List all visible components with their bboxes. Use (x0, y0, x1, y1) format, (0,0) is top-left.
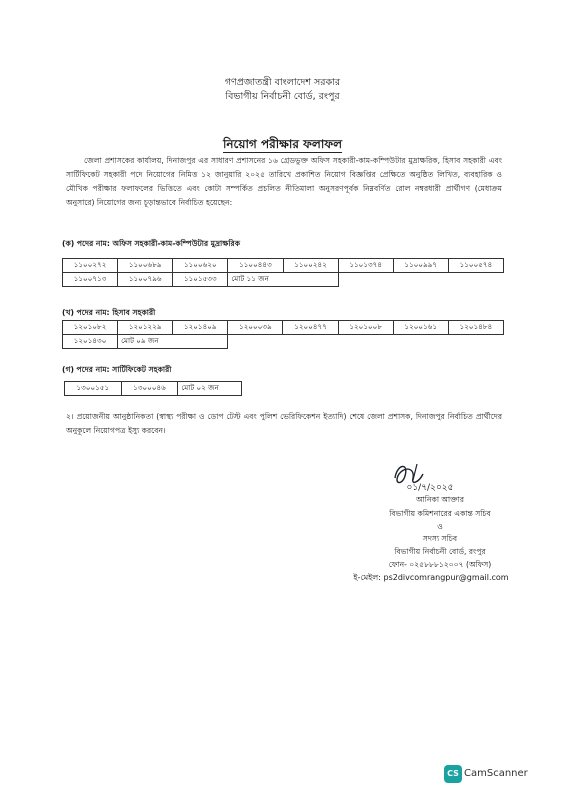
camscanner-watermark: CamScanner (464, 768, 528, 779)
roll-cell: ১২০১৪৩০ (63, 335, 118, 349)
signatory-office: বিভাগীয় নির্বাচনী বোর্ড, রংপুর (394, 547, 486, 556)
roll-cell: ১৩০০০৪৬ (121, 382, 178, 396)
roll-cell: ১১০০৪৪৩ (228, 259, 283, 273)
roll-cell: ১১০০৬৮৯ (118, 259, 173, 273)
roll-cell: ১২০১০৮২ (63, 321, 118, 335)
note-paragraph: ২। প্রয়োজনীয় আনুষ্ঠানিকতা (স্বাস্থ্য পরীক্ষা ও ডোপ টেস্ট এবং পুলিশ ভেরিফিকেশন ইত্যাদি) শেষে জেলা প্রশাসক, দিনাজপুর নির্বাচিত প্রার্থীদের অনুকূলে নিয়োগপত্র ইস্যু করবেন। (66, 412, 502, 435)
roll-cell: ১১০০২৪২ (283, 259, 338, 273)
office-phone: ফোন- ০২৫৮৮৮১২০০৭ (অফিস) (388, 560, 492, 569)
total-count: মোট ০৯ জন (118, 335, 228, 349)
conjunction-text: ও (437, 522, 443, 531)
table-row (63, 321, 504, 335)
table-row (65, 382, 242, 396)
roll-cell: ১১০১৩৭৪ (338, 259, 393, 273)
roll-cell: ১১০০৭১৩ (63, 273, 118, 287)
signatory-designation: বিভাগীয় কমিশনারের একান্ত সচিব (389, 509, 491, 518)
roll-cell: ১১০০৭৯৬ (118, 273, 173, 287)
roll-cell: ১২০০১৬১ (393, 321, 448, 335)
signatory-role: সদস্য সচিব (422, 534, 458, 543)
roll-cell: ১২০১২২৯ (118, 321, 173, 335)
section-a-table (62, 258, 504, 287)
section-c-label: (গ) পদের নাম: সার্টিফিকেট সহকারী (62, 365, 172, 374)
roll-cell: ১১০০২৭২ (63, 259, 118, 273)
camscanner-logo-icon: CS (444, 765, 462, 783)
intro-paragraph: জেলা প্রশাসকের কার্যালয়, দিনাজপুর এর সাধারণ প্রশাসনের ১৬ গ্রেডভুক্ত অফিস সহকারী-কাম-কম্পিউটার মুদ্রাক্ষরিক, হিসাব সহকারী এবং সার্টিফিকেট সহকারী পদে নিয়োগের নিমিত্ত ১২ জানুয়ারি ২০২৫ তারিখে প্রকাশিত নিয়োগ বিজ্ঞপ্তির প্রেক্ষিতে অনুষ্ঠিত লিখিত, ব্যবহারিক ও মৌখিক পরীক্ষার ফলাফলের ভিত্তিতে এবং কোটা সম্পর্কিত প্রচলিত নীতিমালা অনুসরণপূর্বক নিম্নবর্ণিত রোল নম্বরধারী প্রার্থীগণ (মেধাক্রম অনুসারে) নিয়োগের জন্য চূড়ান্তভাবে নির্বাচিত হয়েছেন: (66, 156, 502, 207)
roll-cell: ১২০০৪৭৭ (283, 321, 338, 335)
roll-cell: ১২০১৪০৯ (173, 321, 228, 335)
roll-cell: ১১০১৫৩৩ (173, 273, 228, 287)
board-header: বিভাগীয় নির্বাচনী বোর্ড, রংপুর (225, 91, 340, 102)
table-row (63, 259, 504, 273)
table-row (63, 335, 504, 349)
roll-cell: ১২০১৪৮৪ (448, 321, 503, 335)
roll-cell: ১১০০৫৭৪ (448, 259, 503, 273)
table-row (63, 273, 504, 287)
section-c-table (64, 381, 242, 396)
section-b-label: (খ) পদের নাম: হিসাব সহকারী (62, 308, 156, 317)
signatory-name: আনিকা আক্তার (415, 495, 465, 504)
roll-cell: ১১০০৬২০ (173, 259, 228, 273)
roll-cell: ১৩০০১৫১ (65, 382, 122, 396)
section-b-table (62, 320, 504, 349)
page-title: নিয়োগ পরীক্ষার ফলাফল (222, 137, 343, 151)
signature-date: ০১/৭/২০২৫ (406, 483, 454, 493)
roll-cell: ১২০০০৩৯ (228, 321, 283, 335)
roll-cell: ১২০১০০৮ (338, 321, 393, 335)
total-count: মোট ০২ জন (178, 382, 242, 396)
government-header: গণপ্রজাতন্ত্রী বাংলাদেশ সরকার (224, 77, 341, 88)
total-count: মোট ১১ জন (228, 273, 338, 287)
section-a-label: (ক) পদের নাম: অফিস সহকারী-কাম-কম্পিউটার মুদ্রাক্ষরিক (62, 239, 241, 248)
office-email: ই-মেইল: ps2divcomrangpur@gmail.com (353, 573, 509, 582)
roll-cell: ১১০০৯৯৭ (393, 259, 448, 273)
